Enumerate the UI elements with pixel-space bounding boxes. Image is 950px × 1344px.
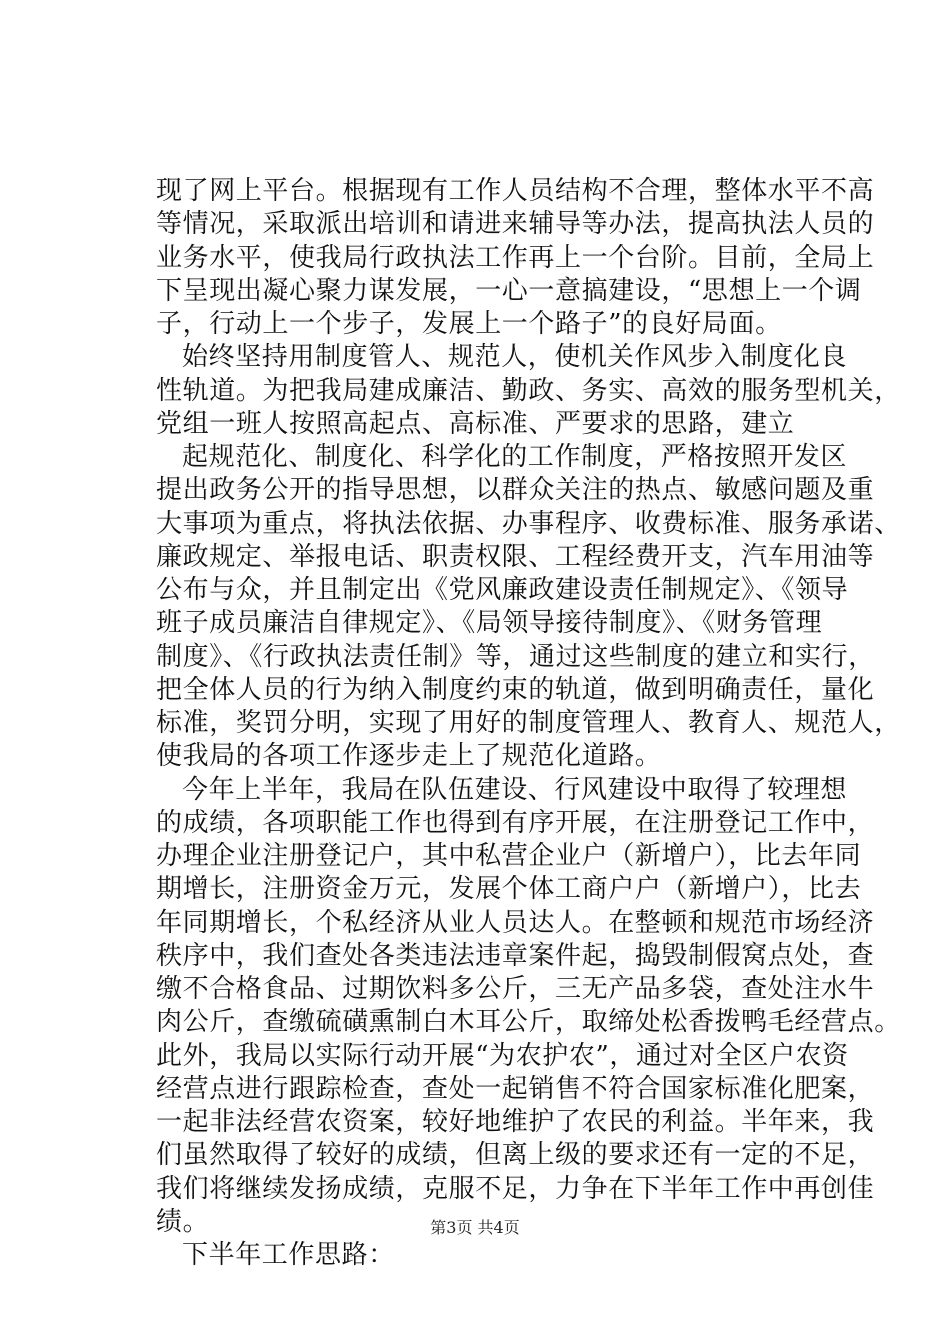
page-number-footer: 第3页 共4页 [430, 1218, 520, 1237]
text-line: 业务水平，使我局行政执法工作再上一个台阶。目前，全局上 [156, 242, 875, 273]
text-line: 肉公斤，查缴硫磺熏制白木耳公斤，取缔处松香拨鸭毛经营点。 [156, 1007, 901, 1038]
text-line: 一起非法经营农资案，较好地维护了农民的利益。半年来，我 [156, 1107, 875, 1137]
text-line: 党组一班人按照高起点、高标准、严要求的思路，建立 [156, 408, 795, 439]
text-line: 此外，我局以实际行动开展“为农护农”，通过对全区户农资 [156, 1040, 849, 1071]
text-line: 期增长，注册资金万元，发展个体工商户户（新增户），比去 [156, 874, 862, 905]
text-line: 使我局的各项工作逐步走上了规范化道路。 [156, 741, 662, 772]
text-line: 等情况，采取派出培训和请进来辅导等办法，提高执法人员的 [156, 209, 875, 240]
text-line: 绩。 [156, 1206, 210, 1237]
text-line: 性轨道。为把我局建成廉洁、勤政、务实、高效的服务型机关， [156, 375, 901, 406]
text-line: 秩序中，我们查处各类违法违章案件起，捣毁制假窝点处，查 [156, 940, 875, 971]
text-line: 年同期增长，个私经济从业人员达人。在整顿和规范市场经济 [156, 907, 875, 938]
text-line: 把全体人员的行为纳入制度约束的轨道，做到明确责任，量化 [156, 674, 875, 705]
text-line: 廉政规定、举报电话、职责权限、工程经费开支，汽车用油等 [156, 541, 875, 572]
text-line: 缴不合格食品、过期饮料多公斤，三无产品多袋，查处注水牛 [156, 974, 875, 1004]
body-text [156, 175, 901, 1272]
text-line: 的成绩，各项职能工作也得到有序开展，在注册登记工作中， [156, 807, 875, 838]
text-line: 公布与众，并且制定出《党风廉政建设责任制规定》、《领导 [156, 575, 849, 605]
text-line: 制度》、《行政执法责任制》等，通过这些制度的建立和实行， [156, 641, 875, 672]
text-line: 始终坚持用制度管人、规范人，使机关作风步入制度化良 [182, 342, 848, 373]
text-line: 提出政务公开的指导思想，以群众关注的热点、敏感问题及重 [156, 475, 875, 506]
text-line: 起规范化、制度化、科学化的工作制度，严格按照开发区 [182, 442, 848, 472]
text-line: 办理企业注册登记户，其中私营企业户（新增户），比去年同 [156, 841, 862, 871]
text-line: 今年上半年，我局在队伍建设、行风建设中取得了较理想 [182, 774, 848, 805]
text-line: 大事项为重点，将执法依据、办事程序、收费标准、服务承诺、 [156, 508, 901, 539]
text-line: 下呈现出凝心聚力谋发展，一心一意搞建设，“思想上一个调 [156, 275, 862, 306]
text-line: 我们将继续发扬成绩，克服不足，力争在下半年工作中再创佳 [156, 1173, 875, 1204]
text-line: 经营点进行跟踪检查，查处一起销售不符合国家标准化肥案， [156, 1073, 875, 1104]
section-heading: 下半年工作思路： [182, 1240, 395, 1270]
text-line: 标准，奖罚分明，实现了用好的制度管理人、教育人、规范人， [156, 708, 901, 738]
text-line: 现了网上平台。根据现有工作人员结构不合理，整体水平不高 [156, 176, 875, 206]
text-line: 子，行动上一个步子，发展上一个路子”的良好局面。 [156, 309, 782, 339]
text-line: 班子成员廉洁自律规定》、《局领导接待制度》、《财务管理 [156, 608, 823, 639]
text-line: 们虽然取得了较好的成绩，但离上级的要求还有一定的不足， [156, 1140, 875, 1171]
